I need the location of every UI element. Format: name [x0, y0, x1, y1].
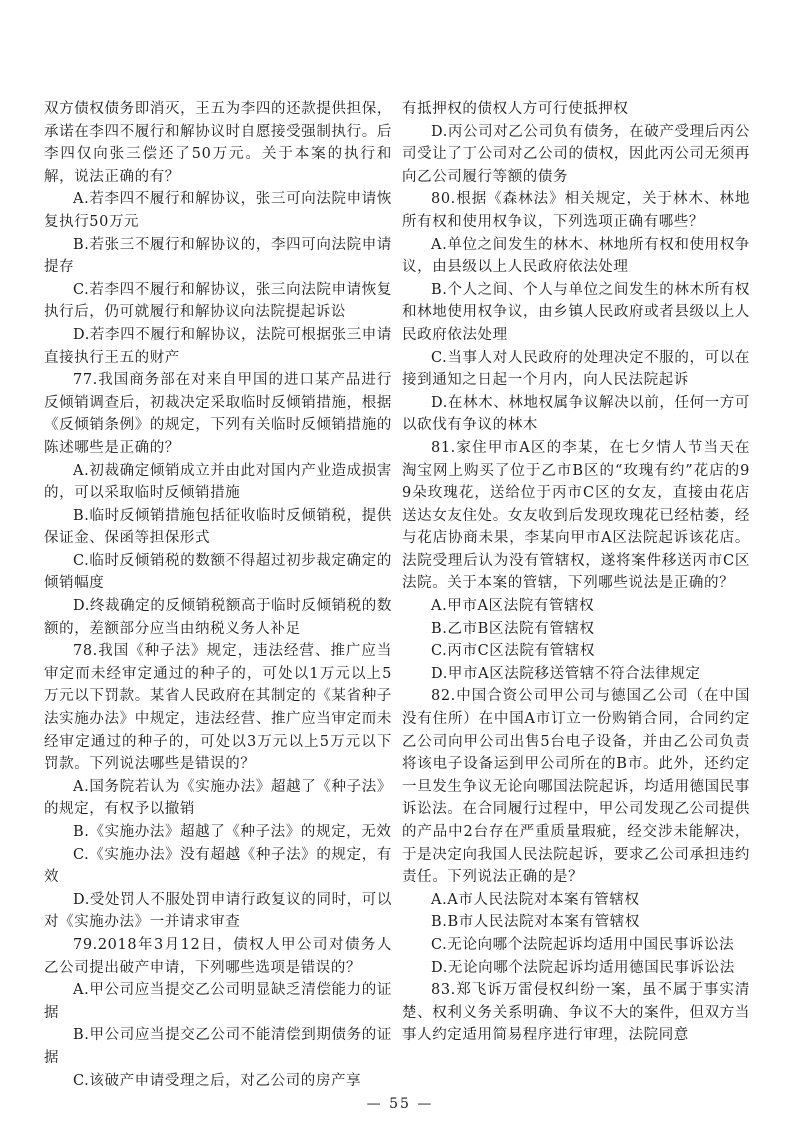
option-b: B.B市人民法院对本案有管辖权: [431, 914, 640, 931]
option-a: A.甲市A区法院有管辖权: [431, 598, 595, 615]
question-77: 77.我国商务部在对来自甲国的进口某产品进行反倾销调查后，初裁决定采取临时反倾销措施，根据《反倾销条例》的规定，下列有关临时反倾销措施的陈述哪些是正确的？: [44, 372, 392, 456]
question-82: 82.中国合资公司甲公司与德国乙公司（在中国没有住所）在中国A市订立一份购销合同，合同约定乙公司向甲公司出售5台电子设备，并由乙公司负责将该电子设备运到甲公司所在的B市。此外，还约定一旦发生争议无论向哪国法院起诉，均适用德国民事诉讼法。在合同履行过程中，甲公司发现乙公司提供的产品中2台存在严重质量瑕疵，经交涉未能解决，于是决定向我国人民法院起诉，要求乙公司承担违约责任。下列说法正确的是？: [402, 688, 750, 886]
option-d: D.丙公司对乙公司负有债务，在破产受理后丙公司受让了丁公司对乙公司的债权，因此丙公司无须再向乙公司履行等额的债务: [402, 123, 750, 185]
paragraph: 双方债权债务即消灭，王五为李四的还款提供担保，承诺在李四不履行和解协议时自愿接受强制执行。后李四仅向张三偿还了50万元。关于本案的执行和解，说法正确的有？: [44, 101, 392, 185]
option-b: B.《实施办法》超越了《种子法》的规定，无效: [73, 824, 392, 840]
option-d: D.无论向哪个法院起诉均适用德国民事诉讼法: [431, 959, 735, 976]
option-c: C.若李四不履行和解协议，张三向法院申请恢复执行后，仍可就履行和解协议向法院提起诉讼: [44, 281, 392, 321]
left-column: [44, 98, 392, 1092]
option-b: B.若张三不履行和解协议的，李四可向法院申请提存: [44, 236, 392, 276]
option-d: D.受处罚人不服处罚申请行政复议的同时，可以对《实施办法》一并请求审查: [44, 891, 392, 931]
option-c: C.丙市C区法院有管辖权: [431, 643, 595, 660]
page-number: — 55 —: [366, 1096, 434, 1112]
option-a: A.初裁确定倾销成立并由此对国内产业造成损害的，可以采取临时反倾销措施: [44, 462, 392, 502]
option-b: B.临时反倾销措施包括征收临时反倾销税，提供保证金、保函等担保形式: [44, 507, 392, 547]
option-c: C.该破产申请受理之后，对乙公司的房产享: [73, 1072, 362, 1089]
option-a: A.A市人民法院对本案有管辖权: [431, 891, 640, 908]
option-c: C.无论向哪个法院起诉均适用中国民事诉讼法: [431, 936, 735, 953]
option-d: D.甲市A区法院移送管辖不符合法律规定: [431, 665, 701, 682]
option-c: C.临时反倾销税的数额不得超过初步裁定确定的倾销幅度: [44, 552, 392, 592]
question-83: 83.郑飞诉万雷侵权纠纷一案，虽不属于事实清楚、权利义务关系明确、争议不大的案件，但双方当事人约定适用简易程序进行审理，法院同意: [402, 982, 750, 1044]
question-80: 80.根据《森林法》相关规定，关于林木、林地所有权和使用权争议，下列选项正确有哪些？: [402, 191, 750, 230]
option-b: B.个人之间、个人与单位之间发生的林木所有权和林地使用权争议，由乡镇人民政府或者县级以上人民政府依法处理: [402, 281, 750, 343]
paragraph: 有抵押权的债权人方可行使抵押权: [402, 101, 629, 117]
question-81: 81.家住甲市A区的李某，在七夕情人节当天在淘宝网上购买了位于乙市B区的“玫瑰有约”花店的99朵玫瑰花，送给位于丙市C区的女友，直接由花店送达女友住处。女友收到后发现玫瑰花已经枯萎，经与花店协商未果，李某向甲市A区法院起诉该花店。法院受理后认为没有管辖权，遂将案件移送丙市C区法院。关于本案的管辖，下列哪些说法是正确的？: [402, 439, 750, 592]
option-a: A.若李四不履行和解协议，张三可向法院申请恢复执行50万元: [44, 191, 392, 230]
option-a: A.甲公司应当提交乙公司明显缺乏清偿能力的证据: [44, 982, 392, 1021]
right-column: [402, 98, 750, 1047]
question-79: 79.2018年3月12日，债权人甲公司对债务人乙公司提出破产申请，下列哪些选项是错误的？: [44, 936, 392, 976]
question-78: 78.我国《种子法》规定，违法经营、推广应当审定而未经审定通过的种子的，可处以1万元以上5万元以下罚款。某省人民政府在其制定的《某省种子法实施办法》中规定，违法经营、推广应当审定而未经审定通过的种子的，可处以3万元以上5万元以下罚款。下列说法哪些是错误的？: [44, 643, 392, 773]
option-d: D.在林木、林地权属争议解决以前，任何一方可以砍伐有争议的林木: [402, 394, 750, 434]
option-b: B.甲公司应当提交乙公司不能清偿到期债务的证据: [44, 1027, 392, 1066]
option-c: C.《实施办法》没有超越《种子法》的规定，有效: [44, 846, 392, 886]
option-c: C.当事人对人民政府的处理决定不服的，可以在接到通知之日起一个月内，向人民法院起诉: [402, 349, 750, 389]
option-d: D.若李四不履行和解协议，法院可根据张三申请直接执行王五的财产: [44, 326, 392, 366]
option-a: A.单位之间发生的林木、林地所有权和使用权争议，由县级以上人民政府依法处理: [402, 236, 750, 276]
option-d: D.终裁确定的反倾销税额高于临时反倾销税的数额的，差额部分应当由纳税义务人补足: [44, 598, 392, 637]
option-b: B.乙市B区法院有管辖权: [431, 620, 595, 637]
option-a: A.国务院若认为《实施办法》超越了《种子法》的规定，有权予以撤销: [44, 778, 392, 818]
